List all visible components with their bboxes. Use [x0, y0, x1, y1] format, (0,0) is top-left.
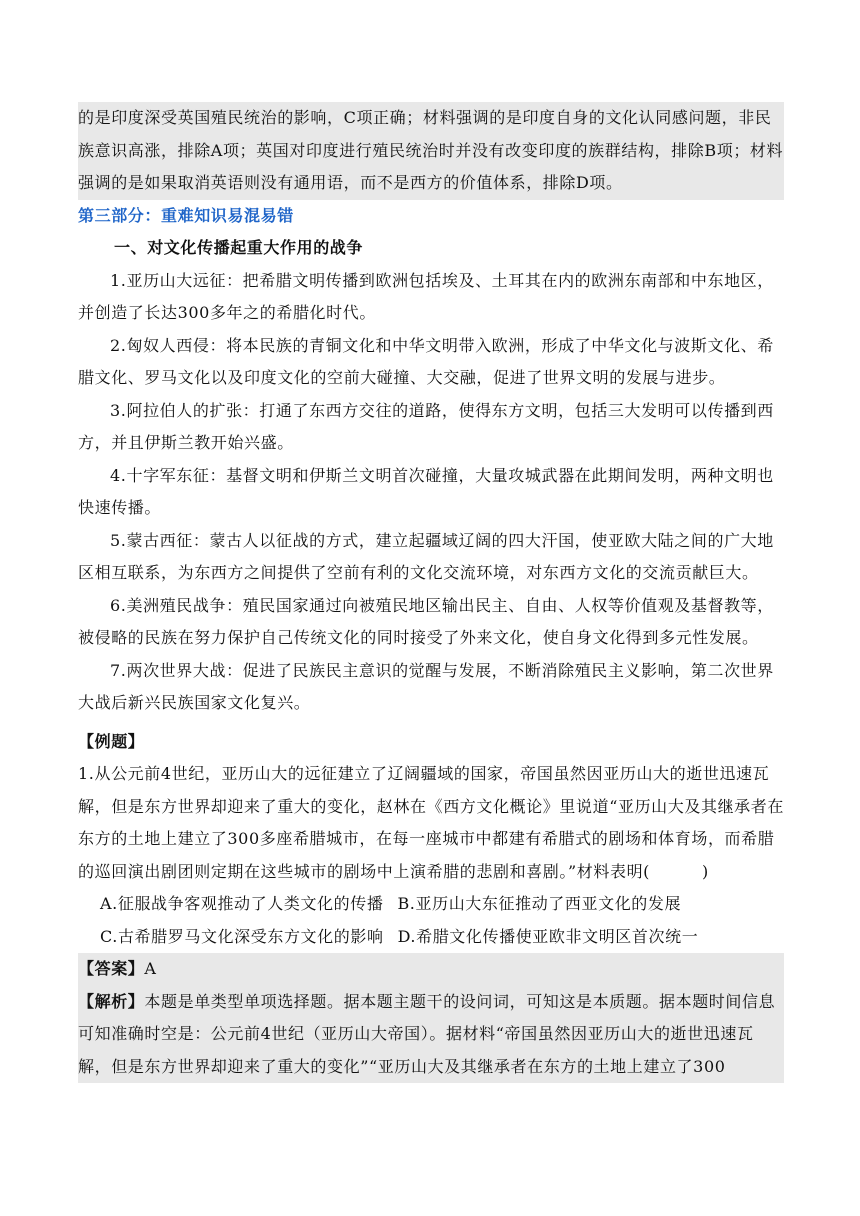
subsection-title: 一、对文化传播起重大作用的战争: [114, 238, 364, 257]
point-item: 6.美洲殖民战争：殖民国家通过向被殖民地区输出民主、自由、人权等价值观及基督教等，被侵略的民族在努力保护自己传统文化的同时接受了外来文化，使自身文化得到多元性发展。: [78, 595, 774, 647]
point-item: 2.匈奴人西侵：将本民族的青铜文化和中华文明带入欧洲，形成了中华文化与波斯文化、希腊文化、罗马文化以及印度文化的空前大碰撞、大交融，促进了世界文明的发展与进步。: [78, 335, 774, 387]
analysis-paragraph: [78, 986, 784, 1084]
analysis-text: 本题是单类型单项选择题。据本题主题干的设问词，可知这是本质题。据本题时间信息可知准确时空是：公元前4世纪（亚历山大帝国）。据材料“帝国虽然因亚历山大的逝世迅速瓦解，但是东方世界却迎来了重大的变化”“亚历山大及其继承者在东方的土地上建立了300: [78, 991, 776, 1076]
answer-label: 【答案】: [78, 959, 145, 978]
answer-value: A: [144, 959, 157, 978]
point-item: 5.蒙古西征：蒙古人以征战的方式，建立起疆域辽阔的四大汗国，使亚欧大陆之间的广大地区相互联系，为东西方之间提供了空前有利的文化交流环境，对东西方文化的交流贡献巨大。: [78, 530, 774, 582]
options-row-2: [78, 921, 784, 954]
option-d: D.希腊文化传播使亚欧非文明区首次统一: [397, 926, 699, 946]
document-page: [78, 102, 784, 1083]
question-stem-close: ): [702, 861, 709, 881]
option-b: B.亚历山大东征推动了西亚文化的发展: [397, 894, 682, 913]
previous-analysis-tail: 的是印度深受英国殖民统治的影响，C项正确；材料强调的是印度自身的文化认同感问题，非民族意识高涨，排除A项；英国对印度进行殖民统治时并没有改变印度的族群结构，排除B项；材料强调的是如果取消英语则没有通用语，而不是西方的价值体系，排除D项。: [78, 102, 784, 200]
question-stem-text: 1.从公元前4世纪，亚历山大的远征建立了辽阔疆域的国家，帝国虽然因亚历山大的逝世迅速瓦解，但是东方世界却迎来了重大的变化，赵林在《西方文化概论》里说道“亚历山大及其继承者在东方的土地上建立了300多座希腊城市，在每一座城市中都建有希腊式的剧场和体育场，而希腊的巡回演出剧团则定期在这些城市的剧场中上演希腊的悲剧和喜剧。”材料表明(: [78, 764, 784, 881]
question-stem: [78, 758, 784, 888]
option-c: C.古希腊罗马文化深受东方文化的影响: [100, 926, 384, 946]
analysis-label: 【解析】: [78, 991, 145, 1011]
answer-line: [78, 953, 784, 986]
point-item: 4.十字军东征：基督文明和伊斯兰文明首次碰撞，大量攻城武器在此期间发明，两种文明也快速传播。: [78, 465, 774, 517]
option-a: A.征服战争客观推动了人类文化的传播: [100, 894, 384, 913]
options-row-1: [78, 888, 784, 921]
example-label: 【例题】: [78, 731, 145, 751]
point-item: 1.亚历山大远征：把希腊文明传播到欧洲包括埃及、土耳其在内的欧洲东南部和中东地区，并创造了长达300多年之的希腊化时代。: [78, 270, 774, 322]
point-item: 7.两次世界大战：促进了民族民主意识的觉醒与发展，不断消除殖民主义影响，第二次世界大战后新兴民族国家文化复兴。: [78, 660, 774, 712]
point-item: 3.阿拉伯人的扩张：打通了东西方交往的道路，使得东方文明，包括三大发明可以传播到西方，并且伊斯兰教开始兴盛。: [78, 400, 774, 452]
section-title: 第三部分：重难知识易混易错: [78, 205, 294, 225]
